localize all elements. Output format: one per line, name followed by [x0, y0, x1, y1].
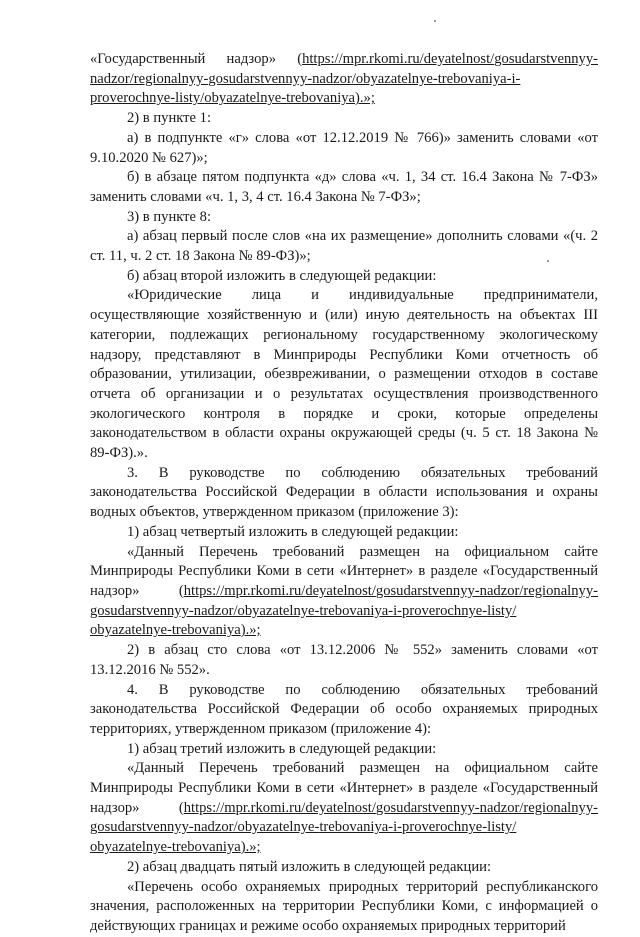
url-link[interactable]: https://mpr.rkomi.ru/deyatelnost/gosudarstvennyy-nadzor/regionalnyy-gosudarstvennyy-nadzor/obyazatelnye-trebovaniya-i-proverochnye-listy/obyazatelnye-trebovaniya: [90, 51, 598, 107]
paragraph: [90, 208, 598, 228]
url-link[interactable]: ).»;: [240, 622, 261, 639]
paragraph: [90, 641, 598, 680]
paragraph-text: 1) абзац четвертый изложить в следующей редакции:: [127, 523, 459, 540]
paragraph-text: б) в абзаце пятом подпункта «д» слова «ч. 1, 34 ст. 16.4 Закона № 7-ФЗ» заменить словами «ч. 1, 3, 4 ст. 16.4 Закона № 7-ФЗ»;: [90, 169, 598, 205]
paragraph: [90, 681, 598, 740]
paragraph: [90, 543, 598, 642]
paragraph-text: «Данный Перечень требований размещен на официальном сайте Минприроды Республики Коми в сети «Интернет» в разделе «Государственный надзор» (: [90, 543, 598, 599]
paragraph: [90, 168, 598, 207]
paragraph-text: б) абзац второй изложить в следующей редакции:: [127, 267, 437, 284]
paragraph: [90, 286, 598, 463]
paragraph-text: 3. В руководстве по соблюдению обязательных требований законодательства Российской Федерации в области использования и охраны водных объектов, утвержденном приказом (приложение 3):: [90, 464, 598, 521]
paragraph-text: а) в подпункте «г» слова «от 12.12.2019 № 766)» заменить словами «от 9.10.2020 № 627)»;: [90, 129, 598, 166]
document-body: [90, 50, 598, 937]
paragraph-text: 4. В руководстве по соблюдению обязательных требований законодательства Российской Федерации об особо охраняемых природных территориях, утвержденном приказом (приложение 4):: [90, 681, 598, 737]
paragraph: [90, 878, 598, 937]
paragraph: [90, 129, 598, 168]
paragraph-text: 2) в абзац сто слова «от 13.12.2006 № 552» заменить словами «от 13.12.2016 № 552».: [90, 642, 598, 678]
paragraph-text: «Перечень особо охраняемых природных территорий республиканского значения, расположенных на территории Республики Коми, с информацией о действующих границах и режиме особо охраняемых природных территорий: [90, 878, 598, 934]
paragraph: [90, 740, 598, 760]
paragraph: [90, 858, 598, 878]
paragraph: [90, 109, 598, 129]
paragraph-text: а) абзац первый после слов «на их размещение» дополнить словами «(ч. 2 ст. 11, ч. 2 ст. 18 Закона № 89-ФЗ)»;: [90, 228, 598, 265]
scan-speck: [434, 20, 436, 22]
url-link[interactable]: ).»;: [355, 90, 375, 107]
paragraph-text: «Государственный надзор» (: [90, 51, 303, 67]
paragraph-text: 2) в пункте 1:: [127, 110, 212, 127]
paragraph-text: 3) в пункте 8:: [127, 208, 212, 225]
paragraph: [90, 267, 598, 287]
paragraph-text: «Юридические лица и индивидуальные предприниматели, осуществляющие хозяйственную и (или) иную деятельность на объектах III категории, подлежащих региональному государственному экологическому надзору, представляют в Минприроды Республики Коми отчетность об образовании, утилизации, обезвреживании, о размещении отходов в составе отчета об организации и о результатах осуществления производственного экологического контроля в порядке и сроки, которые определены законодательством в области охраны окружающей среды (ч. 5 ст. 18 Закона № 89-ФЗ).».: [90, 287, 598, 462]
url-link[interactable]: https://mpr.rkomi.ru/deyatelnost/gosudarstvennyy-nadzor/regionalnyy-gosudarstvennyy-nadzor/obyazatelnye-trebovaniya-i-proverochnye-listy/obyazatelnye-trebovaniya: [90, 799, 598, 856]
url-link[interactable]: ).»;: [240, 839, 261, 856]
paragraph: [90, 464, 598, 523]
url-link[interactable]: https://mpr.rkomi.ru/deyatelnost/gosudarstvennyy-nadzor/regionalnyy-gosudarstvennyy-nadzor/obyazatelnye-trebovaniya-i-proverochnye-listy/obyazatelnye-trebovaniya: [90, 582, 598, 639]
paragraph-text: 1) абзац третий изложить в следующей редакции:: [127, 740, 437, 757]
paragraph: [90, 759, 598, 858]
paragraph: [90, 523, 598, 543]
paragraph-text: «Данный Перечень требований размещен на официальном сайте Минприроды Республики Коми в сети «Интернет» в разделе «Государственный надзор» (: [90, 760, 598, 816]
paragraph: [90, 50, 598, 109]
paragraph: [90, 227, 598, 266]
paragraph-text: 2) абзац двадцать пятый изложить в следующей редакции:: [127, 858, 491, 875]
